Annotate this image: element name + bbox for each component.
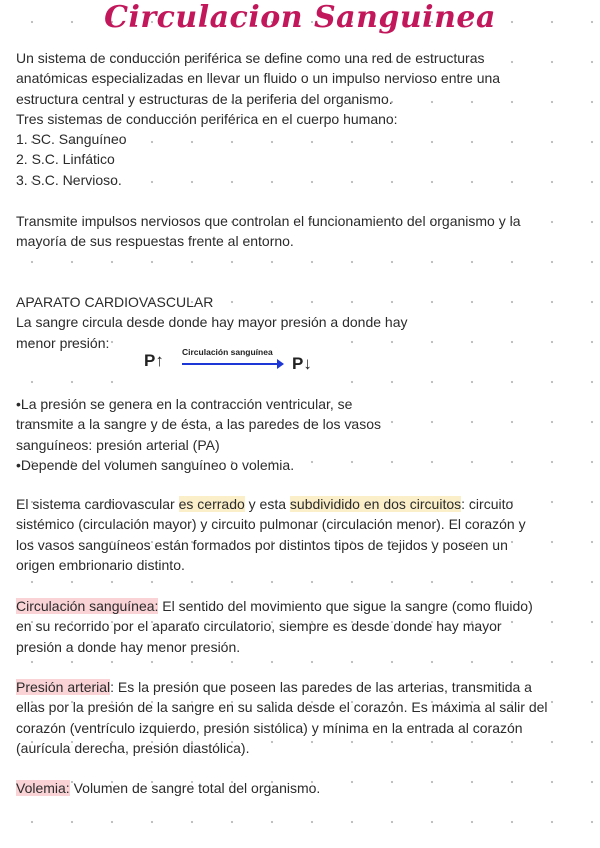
high-pressure-label: P↑ [144, 351, 164, 370]
list-item: 3. S.C. Nervioso. [16, 171, 122, 188]
list-item: 1. SC. Sanguíneo [16, 131, 127, 148]
text-line: Volemia: Volumen de sangre total del organismo. [16, 780, 321, 796]
low-pressure-label: P↓ [292, 354, 312, 373]
text-line: ellas por la presión de la sangre en su salida desde el corazón. Es máxima al salir del [16, 699, 548, 716]
text-line: menor presión: [16, 334, 110, 351]
text-line: •Depende del volumen sanguíneo o volemia. [16, 456, 295, 473]
text-line: mayoría de sus respuestas frente al entorno. [16, 233, 294, 250]
text-line: Un sistema de conducción periférica se define como una red de estructuras [16, 50, 485, 66]
sistema-paragraph [16, 494, 586, 575]
text-line: Transmite impulsos nerviosos que controlan el funcionamiento del organismo y la [16, 213, 521, 229]
text-line: sanguíneos: presión arterial (PA) [16, 436, 220, 453]
text-line: anatómicas especializadas en llevar un fluido o un impulso nervioso entre una [16, 70, 501, 87]
presion-paragraph [16, 677, 586, 758]
circulacion-paragraph [16, 596, 586, 657]
text-line: (aurícula derecha, presión diastólica). [16, 739, 250, 756]
page-title: Circulacion Sanguinea [104, 0, 496, 35]
term-highlight: Circulación sanguínea: [16, 598, 159, 614]
arrow-down-icon: ↓ [303, 354, 312, 373]
text-line: transmite a la sangre y de ésta, a las paredes de los vasos [16, 416, 381, 433]
arrow-up-icon: ↑ [155, 351, 164, 370]
text-line: los vasos sanguíneos están formados por distintos tipos de tejidos y poseen un [16, 536, 508, 553]
text-line: en su recorrido por el aparato circulatorio, siempre es desde donde hay mayor [16, 618, 502, 635]
text-line: origen embrionario distinto. [16, 556, 185, 573]
text-line: corazón (ventrículo izquierdo, presión sistólica) y mínima en la entrada al corazón [16, 719, 523, 736]
text-line: •La presión se genera en la contracción ventricular, se [16, 396, 353, 412]
intro-paragraph [16, 48, 586, 190]
bullets-paragraph [16, 394, 586, 475]
highlight: es cerrado [178, 496, 245, 512]
volemia-paragraph [16, 778, 586, 798]
text-line: Tres sistemas de conducción periférica en el cuerpo humano: [16, 110, 398, 127]
transmite-paragraph [16, 211, 586, 252]
text-line: Presión arterial: Es la presión que poseen las paredes de las arterias, transmitida a [16, 679, 532, 695]
text-line: Circulación sanguínea: El sentido del movimiento que sigue la sangre (como fluido) [16, 598, 533, 614]
text-line: presión a donde hay menor presión. [16, 638, 241, 655]
list-item: 2. S.C. Linfático [16, 151, 115, 168]
text-line: sistémico (circulación mayor) y circuito pulmonar (circulación menor). El corazón y [16, 516, 526, 533]
text-line: La sangre circula desde donde hay mayor presión a donde hay [16, 314, 408, 331]
term-highlight: Presión arterial [16, 679, 111, 695]
pressure-diagram [134, 339, 332, 385]
term-highlight: Volemia: [16, 780, 70, 796]
section-heading: APARATO CARDIOVASCULAR [16, 294, 214, 310]
flow-label: Circulación sanguínea [182, 347, 273, 357]
text-line: estructura central y estructuras de la periferia del organismo. [16, 90, 393, 107]
arrow-right-icon [182, 363, 282, 365]
text-line: El sistema cardiovascular es cerrado y esta subdividido en dos circuitos: circuito [16, 496, 514, 512]
highlight: subdividido en dos circuitos [289, 496, 462, 512]
